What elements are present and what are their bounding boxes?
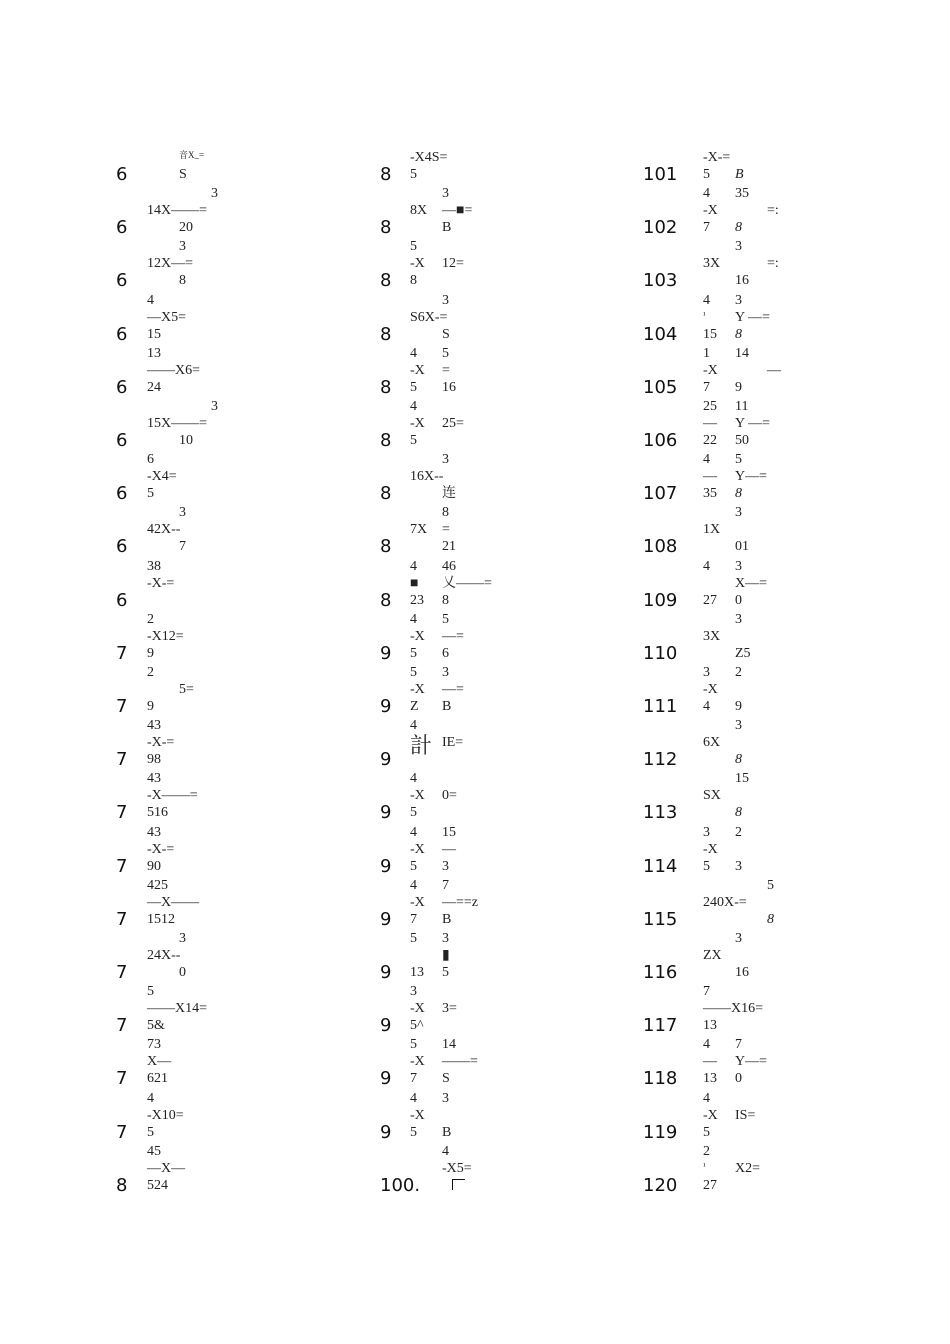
expression-fragment: 4 (410, 771, 417, 787)
expression-fragment: 7 (442, 877, 449, 893)
expression-fragment: ■ (410, 575, 419, 591)
expression-fragment: 4 (442, 1143, 449, 1159)
expression-fragment: 14X——= (147, 203, 208, 219)
problem-number: 113 (643, 802, 678, 824)
problem-number: 9 (380, 802, 392, 824)
expression-fragment: -X5= (442, 1160, 472, 1176)
expression-fragment: 13 (703, 1018, 717, 1034)
expression-fragment: 3 (703, 824, 710, 840)
expression-fragment: 5 (410, 379, 417, 395)
problem-number: 8 (380, 536, 392, 558)
expression-fragment: -X10= (147, 1107, 184, 1123)
problem-number: 9 (380, 749, 392, 771)
expression-fragment: 8X (410, 203, 428, 219)
expression-fragment: 8 (767, 911, 774, 927)
expression-fragment: 2 (147, 665, 154, 680)
expression-fragment: 3 (703, 665, 710, 680)
problem-number: 7 (116, 642, 128, 664)
expression-fragment: 5 (703, 167, 710, 182)
expression-fragment: 3 (410, 984, 417, 1000)
expression-fragment: 27 (703, 592, 717, 608)
expression-fragment: 15 (442, 824, 456, 840)
problem-number: 102 (643, 217, 678, 239)
expression-fragment: 3 (735, 858, 742, 874)
expression-fragment: 7 (735, 1037, 742, 1053)
problem-number: 6 (116, 483, 128, 505)
problem-number: 107 (643, 483, 678, 505)
problem-number: 6 (116, 164, 128, 185)
expression-fragment: 25= (442, 416, 464, 431)
expression-fragment: 4 (147, 292, 154, 308)
expression-fragment: 5 (410, 1037, 417, 1053)
expression-fragment: 5 (410, 931, 417, 946)
expression-fragment: 20 (179, 220, 193, 236)
expression-fragment: 73 (147, 1037, 161, 1053)
expression-fragment: 7 (410, 911, 417, 927)
expression-fragment: S (442, 1071, 450, 1087)
problem-number: 8 (380, 323, 392, 345)
problem-number: 104 (643, 323, 678, 345)
expression-fragment: 43 (147, 771, 161, 787)
expression-fragment: 7 (410, 1071, 417, 1087)
expression-fragment: B (442, 699, 452, 714)
problem-number: 6 (116, 323, 128, 345)
expression-fragment: 23 (410, 592, 424, 608)
problem-number: 8 (380, 376, 392, 398)
expression-fragment: = (442, 362, 450, 378)
expression-fragment: ¹ (703, 309, 706, 320)
problem-number: 118 (643, 1068, 678, 1090)
expression-fragment: 13 (147, 345, 161, 361)
expression-fragment: 4 (410, 558, 417, 574)
problem-number: 109 (643, 589, 678, 611)
expression-fragment: 16X-- (410, 469, 444, 485)
expression-fragment: 7 (703, 379, 710, 395)
expression-fragment: 45 (147, 1143, 161, 1159)
expression-fragment: S (179, 167, 187, 182)
expression-fragment: -X12= (147, 628, 184, 644)
expression-fragment: 2 (735, 665, 742, 680)
expression-fragment: -X——= (147, 788, 198, 804)
expression-fragment: 計 (410, 734, 433, 760)
problem-number: 8 (380, 483, 392, 505)
expression-fragment: -X-= (147, 575, 175, 591)
problem-number: 7 (116, 855, 128, 877)
expression-fragment: -X (410, 256, 425, 272)
expression-fragment: 3 (735, 292, 742, 308)
expression-fragment: -X4S= (410, 150, 448, 165)
expression-fragment: 5 (147, 1124, 154, 1140)
expression-fragment: 16 (442, 379, 456, 395)
expression-fragment: 0 (735, 1071, 742, 1087)
problem-number: 117 (643, 1015, 678, 1037)
expression-fragment: 3 (442, 931, 449, 946)
expression-fragment: 3 (179, 505, 186, 521)
expression-fragment: 9 (735, 699, 742, 714)
expression-fragment: 2 (735, 824, 742, 840)
expression-fragment: 4 (703, 1090, 710, 1106)
problem-number: 6 (116, 430, 128, 451)
expression-fragment: ¹ (703, 1160, 706, 1171)
expression-fragment: B (442, 220, 452, 236)
expression-fragment: -X (410, 416, 425, 431)
expression-fragment: 5 (410, 665, 417, 680)
expression-fragment: 4 (703, 1037, 710, 1053)
expression-fragment: 24X-- (147, 948, 181, 963)
expression-fragment: —= (442, 628, 464, 644)
expression-fragment: 5 (410, 858, 417, 874)
expression-fragment: = (442, 522, 450, 538)
expression-fragment: —= (442, 682, 464, 697)
expression-fragment: 13 (410, 965, 424, 980)
expression-fragment: 1X (703, 522, 721, 538)
expression-fragment: 13 (703, 1071, 717, 1087)
expression-fragment: 5 (147, 486, 154, 502)
expression-fragment: 3 (211, 186, 218, 202)
problem-number: 9 (380, 696, 392, 717)
expression-fragment: ——= (442, 1054, 478, 1070)
expression-fragment: 3 (735, 239, 742, 255)
expression-fragment: 7X (410, 522, 428, 538)
problem-number: 7 (116, 962, 128, 983)
expression-fragment: =: (767, 203, 779, 219)
expression-fragment: 4 (410, 877, 417, 893)
expression-fragment: 4 (147, 1090, 154, 1106)
expression-fragment: SX (703, 788, 721, 804)
expression-fragment: Y —= (735, 416, 770, 431)
problem-number: 7 (116, 908, 128, 930)
expression-fragment: 音X_= (179, 150, 205, 160)
expression-fragment: Y —= (735, 309, 770, 325)
expression-fragment: 4 (410, 399, 417, 414)
expression-fragment: 4 (410, 1090, 417, 1106)
expression-fragment: 12X—= (147, 256, 194, 272)
problem-number: 9 (380, 1068, 392, 1090)
expression-fragment: 8 (735, 805, 742, 821)
expression-fragment: 3 (179, 239, 186, 255)
expression-fragment: 43 (147, 718, 161, 734)
expression-fragment: 3X (703, 256, 721, 272)
expression-fragment: 24 (147, 379, 161, 395)
expression-fragment: 7 (179, 539, 186, 555)
expression-fragment: 4 (703, 292, 710, 308)
expression-fragment: 12= (442, 256, 464, 272)
expression-fragment: 516 (147, 805, 168, 821)
problem-number: 100. (380, 1174, 421, 1196)
expression-fragment: 3 (735, 505, 742, 521)
expression-fragment: 5 (410, 433, 417, 448)
expression-fragment: —■= (442, 203, 473, 219)
expression-fragment: Y—= (735, 469, 768, 485)
expression-fragment: B (442, 911, 452, 927)
expression-fragment: 5 (442, 345, 449, 361)
expression-fragment: -X (410, 841, 425, 857)
expression-fragment: ▮ (442, 948, 450, 963)
expression-fragment: -X (410, 1054, 425, 1070)
expression-fragment: -X (410, 894, 425, 910)
expression-fragment: X—= (735, 575, 768, 591)
problem-number: 116 (643, 962, 678, 983)
expression-fragment: 10 (179, 433, 193, 448)
expression-fragment: 50 (735, 433, 749, 448)
expression-fragment: 25 (703, 399, 717, 414)
expression-fragment: 9 (147, 699, 154, 714)
expression-fragment: 4 (703, 699, 710, 714)
expression-fragment: 5^ (410, 1018, 424, 1034)
expression-fragment: 3 (442, 858, 449, 874)
expression-fragment: 8 (442, 592, 449, 608)
expression-fragment: S6X-= (410, 309, 448, 325)
expression-fragment: -X (410, 682, 425, 697)
problem-number: 103 (643, 270, 678, 292)
expression-fragment: ——X14= (147, 1001, 208, 1017)
expression-fragment: 5 (442, 965, 449, 980)
expression-fragment: -X-= (147, 841, 175, 857)
expression-fragment: 7 (703, 220, 710, 236)
expression-fragment: 8 (179, 273, 186, 289)
expression-fragment: 15 (735, 771, 749, 787)
expression-fragment: 35 (703, 486, 717, 502)
expression-fragment: ——X6= (147, 362, 201, 378)
expression-fragment: —X5= (147, 309, 187, 325)
expression-fragment: =: (767, 256, 779, 272)
expression-fragment: 3 (735, 931, 742, 946)
expression-fragment: 3 (442, 292, 449, 308)
expression-fragment: -X-= (147, 735, 175, 751)
expression-fragment: 4 (410, 824, 417, 840)
expression-fragment: 7 (703, 984, 710, 1000)
expression-fragment: 16 (735, 273, 749, 289)
expression-fragment: IS= (735, 1107, 756, 1123)
expression-fragment: 8 (735, 326, 742, 342)
expression-fragment: 90 (147, 858, 161, 874)
expression-fragment: -X (410, 1001, 425, 1017)
problem-number: 9 (380, 642, 392, 664)
problem-number: 111 (643, 696, 678, 717)
expression-fragment: 01 (735, 539, 749, 555)
expression-fragment: 46 (442, 558, 456, 574)
expression-fragment: Y—= (735, 1054, 768, 1070)
problem-number: 8 (380, 164, 392, 185)
expression-fragment: 4 (410, 345, 417, 361)
expression-fragment: 2 (703, 1143, 710, 1159)
expression-fragment: -X (703, 362, 718, 378)
expression-fragment: -X (703, 682, 718, 697)
expression-fragment: 0= (442, 788, 457, 804)
expression-fragment: 16 (735, 965, 749, 980)
expression-fragment: ——X16= (703, 1001, 764, 1017)
expression-fragment: 15 (703, 326, 717, 342)
expression-fragment: IE= (442, 735, 464, 751)
problem-number: 6 (116, 589, 128, 611)
expression-fragment: 3 (442, 1090, 449, 1106)
expression-fragment: S (442, 326, 450, 342)
expression-fragment: — (442, 841, 456, 857)
expression-fragment: -X (410, 362, 425, 378)
expression-fragment: — (703, 1054, 717, 1070)
expression-fragment: 3 (442, 186, 449, 202)
expression-fragment: 8 (735, 486, 742, 502)
expression-fragment: 3X (703, 628, 721, 644)
expression-fragment: 98 (147, 752, 161, 768)
expression-fragment: — (767, 362, 781, 378)
problem-number: 6 (116, 217, 128, 239)
expression-fragment: 8 (735, 220, 742, 236)
expression-fragment: 3 (735, 611, 742, 627)
expression-fragment: ZX (703, 948, 722, 963)
expression-fragment: 5 (703, 858, 710, 874)
problem-number: 7 (116, 1015, 128, 1037)
problem-number: 7 (116, 802, 128, 824)
expression-fragment: 5 (410, 167, 417, 182)
expression-fragment: 3 (442, 452, 449, 468)
expression-fragment: 425 (147, 877, 168, 893)
expression-fragment: 3 (179, 931, 186, 946)
expression-fragment: 3 (735, 718, 742, 734)
expression-fragment: 35 (735, 186, 749, 202)
problem-number: 119 (643, 1121, 678, 1143)
expression-fragment: 9 (147, 645, 154, 661)
problem-number: 112 (643, 749, 678, 771)
problem-number: 6 (116, 376, 128, 398)
problem-number: 120 (643, 1174, 678, 1196)
expression-fragment: -X (703, 1107, 718, 1123)
expression-fragment: -X-= (703, 150, 731, 165)
problem-number: 115 (643, 908, 678, 930)
problem-number: 9 (380, 1121, 392, 1143)
expression-fragment: -X (410, 788, 425, 804)
expression-fragment: 5 (410, 805, 417, 821)
expression-fragment: -X (410, 628, 425, 644)
expression-fragment: 8 (735, 752, 742, 768)
expression-fragment: 8 (442, 505, 449, 521)
expression-fragment: X— (147, 1054, 172, 1070)
problem-number: 9 (380, 855, 392, 877)
expression-fragment: 3 (442, 665, 449, 680)
problem-number: 110 (643, 642, 678, 664)
expression-fragment: 9 (735, 379, 742, 395)
expression-fragment: 524 (147, 1177, 168, 1193)
expression-fragment: 27 (703, 1177, 717, 1193)
expression-fragment: 1 (703, 345, 710, 361)
problem-number: 9 (380, 1015, 392, 1037)
expression-fragment: 4 (703, 452, 710, 468)
expression-fragment: 4 (410, 718, 417, 734)
expression-fragment: 3 (211, 399, 218, 414)
expression-fragment: 5& (147, 1018, 165, 1034)
expression-fragment: —X— (147, 1160, 186, 1176)
expression-fragment: 5 (147, 984, 154, 1000)
bracket-mark (452, 1179, 465, 1190)
expression-fragment: 5 (410, 239, 417, 255)
expression-fragment: B (442, 1124, 452, 1140)
expression-fragment: 4 (703, 558, 710, 574)
expression-fragment: 6 (442, 645, 449, 661)
expression-fragment: —==z (442, 894, 479, 910)
problem-number: 7 (116, 696, 128, 717)
expression-fragment: 5 (410, 1124, 417, 1140)
problem-number: 101 (643, 164, 678, 185)
expression-fragment: Z (410, 699, 419, 714)
expression-fragment: 3 (735, 558, 742, 574)
expression-fragment: 5 (410, 645, 417, 661)
problem-number: 114 (643, 855, 678, 877)
expression-fragment: 0 (735, 592, 742, 608)
problem-number: 7 (116, 749, 128, 771)
expression-fragment: 15X——= (147, 416, 208, 431)
problem-number: 7 (116, 1121, 128, 1143)
expression-fragment: -X (703, 841, 718, 857)
problem-number: 108 (643, 536, 678, 558)
expression-fragment: 14 (735, 345, 749, 361)
expression-fragment: 21 (442, 539, 456, 555)
expression-fragment: 22 (703, 433, 717, 448)
expression-fragment: 3= (442, 1001, 457, 1017)
expression-fragment: 乂——= (442, 575, 492, 591)
problem-number: 8 (116, 1174, 128, 1196)
expression-fragment: 0 (179, 965, 186, 980)
expression-fragment: 38 (147, 558, 161, 574)
expression-fragment: Z5 (735, 645, 751, 661)
expression-fragment: 8 (410, 273, 417, 289)
expression-fragment: 14 (442, 1037, 456, 1053)
expression-fragment: 1512 (147, 911, 175, 927)
problem-number: 7 (116, 1068, 128, 1090)
problem-number: 8 (380, 430, 392, 451)
expression-fragment: 4 (410, 611, 417, 627)
expression-fragment: 240X-= (703, 894, 747, 910)
expression-fragment: 5 (767, 877, 774, 893)
expression-fragment: 5 (703, 1124, 710, 1140)
expression-fragment: 15 (147, 326, 161, 342)
expression-fragment: 42X-- (147, 522, 181, 538)
expression-fragment: — (703, 469, 717, 485)
problem-number: 106 (643, 430, 678, 451)
expression-fragment: 5 (442, 611, 449, 627)
problem-number: 9 (380, 962, 392, 983)
problem-number: 6 (116, 270, 128, 292)
problem-number: 105 (643, 376, 678, 398)
expression-fragment: 6X (703, 735, 721, 751)
problem-number: 8 (380, 589, 392, 611)
expression-fragment: -X (410, 1107, 425, 1123)
expression-fragment: 5 (735, 452, 742, 468)
expression-fragment: — (703, 416, 717, 431)
expression-fragment: 11 (735, 399, 749, 414)
expression-fragment: —X—— (147, 894, 200, 910)
problem-number: 9 (380, 908, 392, 930)
expression-fragment: X2= (735, 1160, 761, 1176)
expression-fragment: 连 (442, 486, 456, 502)
expression-fragment: 6 (147, 452, 154, 468)
expression-fragment: -X (703, 203, 718, 219)
expression-fragment: -X4= (147, 469, 177, 485)
problem-number: 6 (116, 536, 128, 558)
expression-fragment: 621 (147, 1071, 168, 1087)
expression-fragment: 5= (179, 682, 194, 697)
expression-fragment: 43 (147, 824, 161, 840)
problem-number: 8 (380, 270, 392, 292)
problem-number: 8 (380, 217, 392, 239)
expression-fragment: 4 (703, 186, 710, 202)
expression-fragment: 2 (147, 611, 154, 627)
expression-fragment: B (735, 167, 744, 182)
